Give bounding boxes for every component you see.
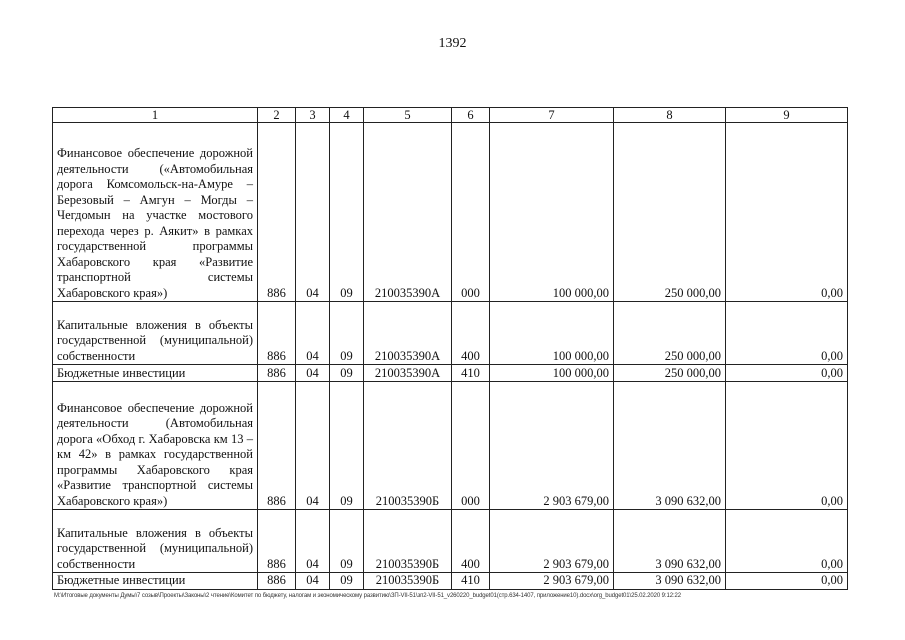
item-name: Бюджетные инвестиции <box>53 573 258 590</box>
subsection-code: 09 <box>330 510 364 573</box>
column-number-row <box>53 108 848 123</box>
expense-type-code: 400 <box>452 302 490 365</box>
section-code: 04 <box>296 365 330 382</box>
section-code: 04 <box>296 123 330 302</box>
amount-year-2: 250 000,00 <box>614 302 726 365</box>
expense-type-code: 000 <box>452 382 490 510</box>
section-code: 04 <box>296 510 330 573</box>
amount-year-2: 3 090 632,00 <box>614 382 726 510</box>
table-row <box>53 573 848 590</box>
ministry-code: 886 <box>258 510 296 573</box>
column-header: 9 <box>726 108 848 123</box>
page-number: 1392 <box>438 36 467 51</box>
item-name: Финансовое обеспечение дорожной деятельности («Автомобильная дорога Комсомольск-на-Амуре – Березовый – Амгун – Могды – Чегдомын на участке мостового перехода через р. Аякит» в рамках государственной программы Хабаровского края «Развитие транспортной системы Хабаровского края») <box>53 123 258 302</box>
amount-year-1: 2 903 679,00 <box>490 510 614 573</box>
ministry-code: 886 <box>258 365 296 382</box>
column-header: 8 <box>614 108 726 123</box>
column-header: 5 <box>364 108 452 123</box>
target-article-code: 210035390А <box>364 302 452 365</box>
ministry-code: 886 <box>258 573 296 590</box>
target-article-code: 210035390Б <box>364 382 452 510</box>
amount-year-1: 2 903 679,00 <box>490 382 614 510</box>
subsection-code: 09 <box>330 302 364 365</box>
amount-year-3: 0,00 <box>726 123 848 302</box>
amount-year-3: 0,00 <box>726 302 848 365</box>
column-header: 2 <box>258 108 296 123</box>
amount-year-3: 0,00 <box>726 382 848 510</box>
column-header: 1 <box>53 108 258 123</box>
column-header: 3 <box>296 108 330 123</box>
amount-year-2: 250 000,00 <box>614 365 726 382</box>
subsection-code: 09 <box>330 365 364 382</box>
table-row <box>53 302 848 365</box>
amount-year-2: 3 090 632,00 <box>614 510 726 573</box>
ministry-code: 886 <box>258 302 296 365</box>
amount-year-3: 0,00 <box>726 365 848 382</box>
column-header: 4 <box>330 108 364 123</box>
budget-table <box>52 107 848 590</box>
target-article-code: 210035390А <box>364 123 452 302</box>
amount-year-3: 0,00 <box>726 510 848 573</box>
file-path-footer: M:\Итоговые документы Думы\7 созыв\Проекты\Законы\2 чтение\Комитет по бюджету, налогам и экономическому развитию\ЗП-VII-51\зп2-VII-51_v260220_budget01(стр.634-1407, приложение10).docx\org_budget01\25.02.2020 9:12:22 <box>54 593 681 599</box>
ministry-code: 886 <box>258 123 296 302</box>
item-name: Капитальные вложения в объекты государственной (муниципальной) собственности <box>53 510 258 573</box>
section-code: 04 <box>296 382 330 510</box>
amount-year-2: 3 090 632,00 <box>614 573 726 590</box>
ministry-code: 886 <box>258 382 296 510</box>
item-name: Бюджетные инвестиции <box>53 365 258 382</box>
table-row <box>53 365 848 382</box>
expense-type-code: 000 <box>452 123 490 302</box>
item-name: Капитальные вложения в объекты государственной (муниципальной) собственности <box>53 302 258 365</box>
table-row <box>53 510 848 573</box>
section-code: 04 <box>296 302 330 365</box>
target-article-code: 210035390А <box>364 365 452 382</box>
subsection-code: 09 <box>330 573 364 590</box>
subsection-code: 09 <box>330 123 364 302</box>
target-article-code: 210035390Б <box>364 573 452 590</box>
column-header: 7 <box>490 108 614 123</box>
item-name: Финансовое обеспечение дорожной деятельности (Автомобильная дорога «Обход г. Хабаровска км 13 – км 42» в рамках государственной программы Хабаровского края «Развитие транспортной системы Хабаровского края») <box>53 382 258 510</box>
subsection-code: 09 <box>330 382 364 510</box>
target-article-code: 210035390Б <box>364 510 452 573</box>
amount-year-1: 100 000,00 <box>490 302 614 365</box>
amount-year-1: 2 903 679,00 <box>490 573 614 590</box>
table-row <box>53 382 848 510</box>
expense-type-code: 400 <box>452 510 490 573</box>
section-code: 04 <box>296 573 330 590</box>
amount-year-1: 100 000,00 <box>490 365 614 382</box>
amount-year-3: 0,00 <box>726 573 848 590</box>
table-row <box>53 123 848 302</box>
column-header: 6 <box>452 108 490 123</box>
amount-year-2: 250 000,00 <box>614 123 726 302</box>
amount-year-1: 100 000,00 <box>490 123 614 302</box>
expense-type-code: 410 <box>452 573 490 590</box>
expense-type-code: 410 <box>452 365 490 382</box>
